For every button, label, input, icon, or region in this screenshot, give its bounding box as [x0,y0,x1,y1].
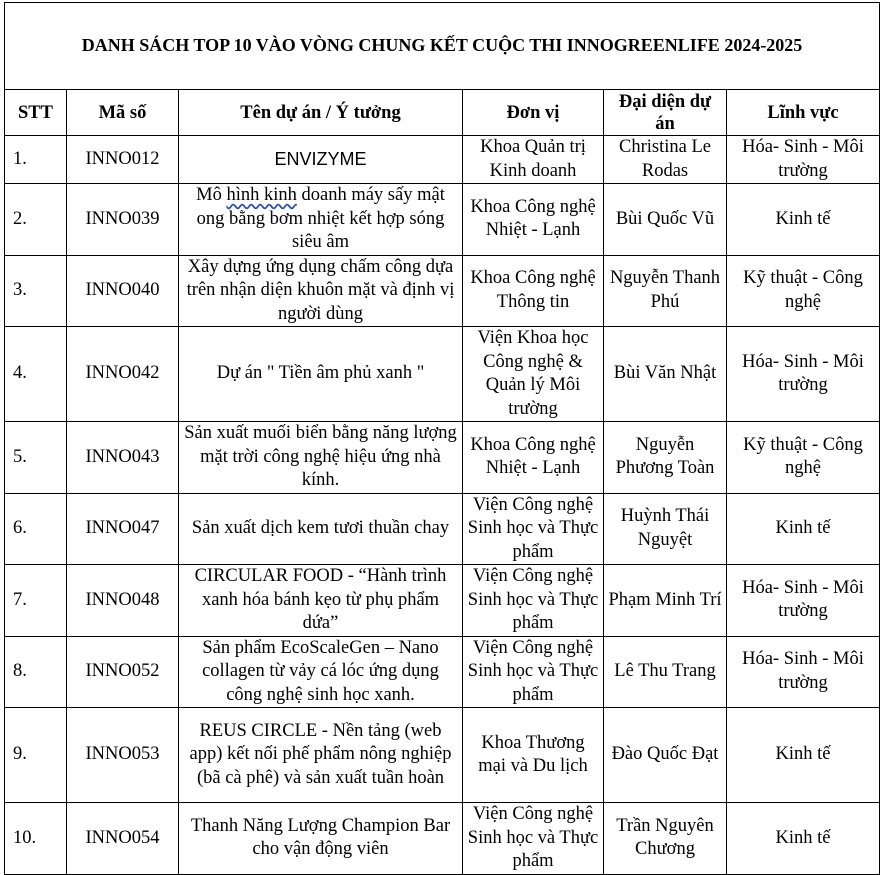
row-code: INNO043 [67,422,179,494]
row-project-name: Sản phẩm EcoScaleGen – Nano collagen từ vảy cá lóc ứng dụng công nghệ sinh học xanh. [179,636,463,708]
row-stt: 4. [5,327,67,422]
row-project-name: Mô hình kinh doanh máy sấy mật ong bằng bơm nhiệt kết hợp sóng siêu âm [179,184,463,256]
row-representative: Trần Nguyên Chương [604,803,727,875]
title-row [5,3,880,90]
row-stt: 10. [5,803,67,875]
row-project-name: ENVIZYME [179,136,463,184]
row-project-name: Thanh Năng Lượng Champion Bar cho vận động viên [179,803,463,875]
row-unit: Khoa Công nghệ Thông tin [463,255,604,327]
row-representative: Nguyễn Phương Toàn [604,422,727,494]
row-field: Hóa- Sinh - Môi trường [727,636,880,708]
row-unit: Viện Công nghệ Sinh học và Thực phẩm [463,565,604,637]
table-row [5,327,880,422]
row-stt: 7. [5,565,67,637]
row-field: Hóa- Sinh - Môi trường [727,136,880,184]
row-field: Kinh tế [727,493,880,565]
table-row [5,803,880,875]
table-row [5,708,880,803]
row-field: Kỹ thuật - Công nghệ [727,255,880,327]
finalists-document [4,2,879,873]
row-code: INNO042 [67,327,179,422]
row-representative: Nguyễn Thanh Phú [604,255,727,327]
row-representative: Huỳnh Thái Nguyệt [604,493,727,565]
row-project-name: REUS CIRCLE - Nền tảng (web app) kết nối phế phẩm nông nghiệp (bã cà phê) và sản xuất tuần hoàn [179,708,463,803]
row-project-name: Sản xuất dịch kem tươi thuần chay [179,493,463,565]
table-row [5,255,880,327]
spellcheck-underline: hình kinh [226,185,297,205]
row-code: INNO053 [67,708,179,803]
row-code: INNO047 [67,493,179,565]
header-unit: Đơn vị [463,90,604,136]
row-unit: Viện Công nghệ Sinh học và Thực phẩm [463,803,604,875]
finalists-table [4,2,880,875]
row-representative: Bùi Quốc Vũ [604,184,727,256]
row-stt: 2. [5,184,67,256]
row-unit: Khoa Thương mại và Du lịch [463,708,604,803]
row-representative: Lê Thu Trang [604,636,727,708]
row-representative: Christina Le Rodas [604,136,727,184]
row-representative: Đào Quốc Đạt [604,708,727,803]
row-representative: Bùi Văn Nhật [604,327,727,422]
row-project-name: Dự án " Tiền âm phủ xanh " [179,327,463,422]
row-code: INNO040 [67,255,179,327]
row-stt: 5. [5,422,67,494]
row-project-name: Sản xuất muối biển bằng năng lượng mặt trời công nghệ hiệu ứng nhà kính. [179,422,463,494]
row-unit: Khoa Công nghệ Nhiệt - Lạnh [463,422,604,494]
table-row [5,184,880,256]
row-code: INNO012 [67,136,179,184]
row-stt: 8. [5,636,67,708]
row-stt: 3. [5,255,67,327]
header-field: Lĩnh vực [727,90,880,136]
row-stt: 1. [5,136,67,184]
row-unit: Khoa Công nghệ Nhiệt - Lạnh [463,184,604,256]
header-row [5,90,880,136]
row-stt: 9. [5,708,67,803]
row-unit: Viện Công nghệ Sinh học và Thực phẩm [463,493,604,565]
row-field: Hóa- Sinh - Môi trường [727,565,880,637]
row-project-name: CIRCULAR FOOD - “Hành trình xanh hóa bánh kẹo từ phụ phẩm dứa” [179,565,463,637]
header-project-name: Tên dự án / Ý tưởng [179,90,463,136]
row-field: Kỹ thuật - Công nghệ [727,422,880,494]
header-representative: Đại diện dự án [604,90,727,136]
table-row [5,493,880,565]
row-field: Hóa- Sinh - Môi trường [727,327,880,422]
row-code: INNO052 [67,636,179,708]
row-field: Kinh tế [727,708,880,803]
row-field: Kinh tế [727,803,880,875]
row-code: INNO054 [67,803,179,875]
row-unit: Viện Khoa học Công nghệ & Quản lý Môi trường [463,327,604,422]
row-field: Kinh tế [727,184,880,256]
row-code: INNO048 [67,565,179,637]
header-code: Mã số [67,90,179,136]
row-project-name: Xây dựng ứng dụng chấm công dựa trên nhận diện khuôn mặt và định vị người dùng [179,255,463,327]
row-unit: Viện Công nghệ Sinh học và Thực phẩm [463,636,604,708]
table-row [5,136,880,184]
row-unit: Khoa Quản trị Kinh doanh [463,136,604,184]
table-row [5,422,880,494]
row-code: INNO039 [67,184,179,256]
table-row [5,636,880,708]
row-representative: Phạm Minh Trí [604,565,727,637]
row-stt: 6. [5,493,67,565]
header-stt: STT [5,90,67,136]
document-title: DANH SÁCH TOP 10 VÀO VÒNG CHUNG KẾT CUỘC THI INNOGREENLIFE 2024-2025 [5,3,880,90]
table-row [5,565,880,637]
